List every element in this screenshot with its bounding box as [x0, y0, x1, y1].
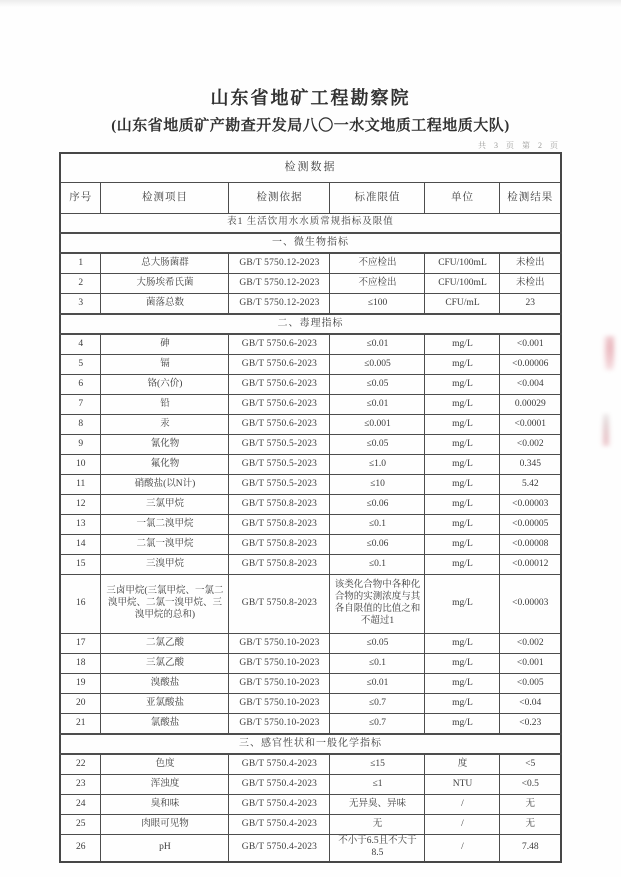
cell-limit: ≤0.06: [330, 495, 425, 515]
cell-item: 铬(六价): [101, 375, 229, 395]
cell-item: 三卤甲烷(三氯甲烷、一氯二溴甲烷、二氯一溴甲烷、三溴甲烷的总和): [101, 575, 229, 634]
table-row: [60, 253, 561, 274]
cell-item: 三溴甲烷: [101, 555, 229, 575]
cell-method: GB/T 5750.4-2023: [229, 795, 330, 815]
cell-result: <0.00003: [500, 575, 561, 634]
cell-limit: ≤0.05: [330, 375, 425, 395]
table-row: [60, 835, 561, 862]
cell-unit: mg/L: [425, 415, 500, 435]
cell-method: GB/T 5750.6-2023: [229, 395, 330, 415]
cell-item: 砷: [101, 334, 229, 355]
cell-result: <0.001: [500, 654, 561, 674]
cell-unit: mg/L: [425, 334, 500, 355]
cell-index: 5: [60, 355, 101, 375]
cell-index: 18: [60, 654, 101, 674]
cell-item: 亚氯酸盐: [101, 694, 229, 714]
col-header-index: 序号: [60, 183, 101, 214]
cell-result: <0.0001: [500, 415, 561, 435]
table-row: [60, 535, 561, 555]
cell-result: <0.23: [500, 714, 561, 735]
cell-unit: mg/L: [425, 375, 500, 395]
cell-item: pH: [101, 835, 229, 862]
cell-unit: mg/L: [425, 355, 500, 375]
cell-item: 色度: [101, 754, 229, 775]
red-stamp-smudge-bottom: [601, 414, 611, 446]
table-row: [60, 575, 561, 634]
cell-method: GB/T 5750.10-2023: [229, 694, 330, 714]
cell-limit: ≤0.05: [330, 634, 425, 654]
cell-limit: ≤0.1: [330, 515, 425, 535]
cell-index: 22: [60, 754, 101, 775]
cell-limit: ≤0.7: [330, 714, 425, 735]
cell-limit: ≤0.001: [330, 415, 425, 435]
table-row: [60, 714, 561, 735]
table-row: [60, 555, 561, 575]
cell-method: GB/T 5750.5-2023: [229, 455, 330, 475]
cell-result: 23: [500, 294, 561, 315]
cell-item: 一氯二溴甲烷: [101, 515, 229, 535]
cell-limit: 无: [330, 815, 425, 835]
cell-method: GB/T 5750.8-2023: [229, 555, 330, 575]
cell-unit: mg/L: [425, 435, 500, 455]
cell-limit: 不小于6.5且不大于8.5: [330, 835, 425, 862]
table-row: [60, 294, 561, 315]
cell-result: <0.004: [500, 375, 561, 395]
cell-item: 浑浊度: [101, 775, 229, 795]
cell-item: 氰化物: [101, 435, 229, 455]
cell-method: GB/T 5750.6-2023: [229, 415, 330, 435]
cell-item: 菌落总数: [101, 294, 229, 315]
col-header-result: 检测结果: [500, 183, 561, 214]
cell-limit: ≤0.06: [330, 535, 425, 555]
table-row: [60, 654, 561, 674]
col-header-method: 检测依据: [229, 183, 330, 214]
cell-index: 10: [60, 455, 101, 475]
cell-index: 15: [60, 555, 101, 575]
cell-item: 氟化物: [101, 455, 229, 475]
cell-unit: CFU/100mL: [425, 274, 500, 294]
cell-index: 12: [60, 495, 101, 515]
org-subtitle: (山东省地质矿产勘查开发局八〇一水文地质工程地质大队): [111, 118, 510, 134]
cell-result: 无: [500, 795, 561, 815]
cell-limit: 该类化合物中各种化合物的实测浓度与其各自限值的比值之和不超过1: [330, 575, 425, 634]
cell-index: 24: [60, 795, 101, 815]
cell-unit: /: [425, 835, 500, 862]
cell-index: 7: [60, 395, 101, 415]
cell-item: 肉眼可见物: [101, 815, 229, 835]
cell-index: 19: [60, 674, 101, 694]
cell-item: 总大肠菌群: [101, 253, 229, 274]
cell-unit: mg/L: [425, 395, 500, 415]
cell-result: 5.42: [500, 475, 561, 495]
cell-method: GB/T 5750.12-2023: [229, 253, 330, 274]
cell-result: <0.002: [500, 634, 561, 654]
cell-limit: ≤0.01: [330, 334, 425, 355]
cell-result: <0.00006: [500, 355, 561, 375]
cell-index: 23: [60, 775, 101, 795]
cell-item: 大肠埃希氏菌: [101, 274, 229, 294]
section-header: 三、感官性状和一般化学指标: [60, 734, 561, 754]
table-row: [60, 634, 561, 654]
cell-result: <0.00008: [500, 535, 561, 555]
cell-unit: CFU/100mL: [425, 253, 500, 274]
cell-method: GB/T 5750.8-2023: [229, 575, 330, 634]
section-header-row: [60, 314, 561, 334]
cell-result: 7.48: [500, 835, 561, 862]
table-row: [60, 795, 561, 815]
cell-result: <0.00005: [500, 515, 561, 535]
cell-index: 13: [60, 515, 101, 535]
table-row: [60, 674, 561, 694]
cell-method: GB/T 5750.12-2023: [229, 294, 330, 315]
cell-unit: mg/L: [425, 575, 500, 634]
column-header-row: [60, 183, 561, 214]
col-header-item: 检测项目: [101, 183, 229, 214]
cell-unit: mg/L: [425, 535, 500, 555]
cell-index: 2: [60, 274, 101, 294]
cell-result: <0.00012: [500, 555, 561, 575]
cell-unit: mg/L: [425, 455, 500, 475]
cell-limit: ≤0.005: [330, 355, 425, 375]
col-header-limit: 标准限值: [330, 183, 425, 214]
cell-result: 未检出: [500, 274, 561, 294]
cell-limit: 无异臭、异味: [330, 795, 425, 815]
table-row: [60, 415, 561, 435]
cell-result: <5: [500, 754, 561, 775]
section-header-row: [60, 233, 561, 253]
cell-method: GB/T 5750.12-2023: [229, 274, 330, 294]
cell-item: 三氯甲烷: [101, 495, 229, 515]
cell-method: GB/T 5750.4-2023: [229, 775, 330, 795]
cell-limit: ≤1.0: [330, 455, 425, 475]
red-stamp-smudge-top: [603, 336, 615, 370]
cell-item: 二氯乙酸: [101, 634, 229, 654]
cell-method: GB/T 5750.4-2023: [229, 754, 330, 775]
table-subtitle-row: [60, 214, 561, 234]
table-row: [60, 355, 561, 375]
cell-method: GB/T 5750.5-2023: [229, 475, 330, 495]
table-row: [60, 815, 561, 835]
cell-result: 0.345: [500, 455, 561, 475]
cell-index: 4: [60, 334, 101, 355]
test-results-table: [59, 152, 562, 863]
cell-unit: mg/L: [425, 555, 500, 575]
table-row: [60, 515, 561, 535]
cell-limit: ≤0.05: [330, 435, 425, 455]
cell-item: 镉: [101, 355, 229, 375]
cell-result: <0.04: [500, 694, 561, 714]
cell-method: GB/T 5750.6-2023: [229, 355, 330, 375]
cell-index: 20: [60, 694, 101, 714]
cell-index: 1: [60, 253, 101, 274]
cell-method: GB/T 5750.10-2023: [229, 674, 330, 694]
cell-method: GB/T 5750.4-2023: [229, 835, 330, 862]
cell-unit: mg/L: [425, 515, 500, 535]
cell-unit: CFU/mL: [425, 294, 500, 315]
cell-limit: ≤0.7: [330, 694, 425, 714]
cell-unit: mg/L: [425, 495, 500, 515]
cell-unit: mg/L: [425, 674, 500, 694]
cell-result: 未检出: [500, 253, 561, 274]
cell-limit: ≤100: [330, 294, 425, 315]
cell-result: 无: [500, 815, 561, 835]
table-title-row: [60, 153, 561, 183]
table-subtitle: 表1 生活饮用水水质常规指标及限值: [60, 214, 561, 234]
results-table-body: [60, 233, 561, 862]
cell-limit: ≤0.01: [330, 674, 425, 694]
table-row: [60, 694, 561, 714]
table-row: [60, 395, 561, 415]
cell-index: 3: [60, 294, 101, 315]
cell-method: GB/T 5750.5-2023: [229, 435, 330, 455]
cell-item: 铅: [101, 395, 229, 415]
cell-index: 11: [60, 475, 101, 495]
cell-method: GB/T 5750.10-2023: [229, 634, 330, 654]
cell-unit: /: [425, 815, 500, 835]
cell-index: 26: [60, 835, 101, 862]
cell-limit: ≤10: [330, 475, 425, 495]
cell-limit: ≤0.01: [330, 395, 425, 415]
table-row: [60, 475, 561, 495]
cell-result: <0.005: [500, 674, 561, 694]
cell-index: 16: [60, 575, 101, 634]
cell-item: 汞: [101, 415, 229, 435]
table-row: [60, 495, 561, 515]
cell-item: 三氯乙酸: [101, 654, 229, 674]
cell-unit: mg/L: [425, 714, 500, 735]
cell-limit: 不应检出: [330, 274, 425, 294]
cell-limit: ≤0.1: [330, 555, 425, 575]
section-header: 一、微生物指标: [60, 233, 561, 253]
page-number-marker: 共 3 页 第 2 页: [478, 141, 561, 150]
cell-unit: mg/L: [425, 634, 500, 654]
cell-unit: mg/L: [425, 694, 500, 714]
cell-result: <0.001: [500, 334, 561, 355]
table-row: [60, 274, 561, 294]
cell-unit: NTU: [425, 775, 500, 795]
cell-method: GB/T 5750.8-2023: [229, 495, 330, 515]
cell-unit: /: [425, 795, 500, 815]
cell-unit: 度: [425, 754, 500, 775]
section-header: 二、毒理指标: [60, 314, 561, 334]
cell-index: 25: [60, 815, 101, 835]
cell-limit: ≤0.1: [330, 654, 425, 674]
table-row: [60, 754, 561, 775]
cell-method: GB/T 5750.6-2023: [229, 375, 330, 395]
cell-result: <0.00003: [500, 495, 561, 515]
table-row: [60, 435, 561, 455]
table-row: [60, 775, 561, 795]
cell-method: GB/T 5750.10-2023: [229, 714, 330, 735]
cell-method: GB/T 5750.6-2023: [229, 334, 330, 355]
table-row: [60, 455, 561, 475]
cell-method: GB/T 5750.4-2023: [229, 815, 330, 835]
cell-method: GB/T 5750.8-2023: [229, 535, 330, 555]
cell-result: 0.00029: [500, 395, 561, 415]
cell-item: 臭和味: [101, 795, 229, 815]
col-header-unit: 单位: [425, 183, 500, 214]
cell-result: <0.002: [500, 435, 561, 455]
cell-limit: 不应检出: [330, 253, 425, 274]
table-row: [60, 334, 561, 355]
cell-index: 17: [60, 634, 101, 654]
cell-index: 6: [60, 375, 101, 395]
cell-unit: mg/L: [425, 475, 500, 495]
cell-index: 21: [60, 714, 101, 735]
cell-result: <0.5: [500, 775, 561, 795]
cell-item: 二氯一溴甲烷: [101, 535, 229, 555]
cell-index: 8: [60, 415, 101, 435]
cell-item: 溴酸盐: [101, 674, 229, 694]
cell-item: 硝酸盐(以N计): [101, 475, 229, 495]
table-title: 检测数据: [60, 153, 561, 183]
org-title: 山东省地矿工程勘察院: [210, 88, 411, 108]
cell-unit: mg/L: [425, 654, 500, 674]
cell-method: GB/T 5750.10-2023: [229, 654, 330, 674]
cell-limit: ≤15: [330, 754, 425, 775]
cell-limit: ≤1: [330, 775, 425, 795]
cell-method: GB/T 5750.8-2023: [229, 515, 330, 535]
cell-index: 9: [60, 435, 101, 455]
table-row: [60, 375, 561, 395]
cell-item: 氯酸盐: [101, 714, 229, 735]
section-header-row: [60, 734, 561, 754]
cell-index: 14: [60, 535, 101, 555]
